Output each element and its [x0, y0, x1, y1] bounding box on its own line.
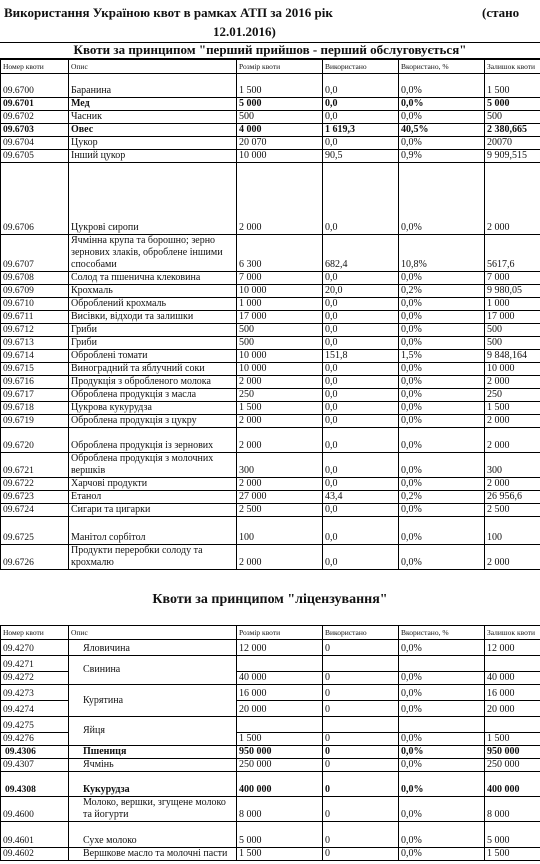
cell-rem: 1 500: [485, 74, 540, 98]
cell-code: 09.6714: [1, 350, 69, 363]
cell-size: 2 000: [237, 428, 323, 453]
cell-used: 0: [323, 640, 399, 656]
table-row: [1, 324, 540, 337]
cell-desc: Інший цукор: [69, 150, 237, 163]
cell-pct: 0,0%: [399, 746, 485, 759]
cell-size: 1 500: [237, 848, 323, 861]
cell-desc: Гриби: [69, 337, 237, 350]
cell-rem: [485, 717, 540, 733]
cell-desc: Баранина: [69, 74, 237, 98]
cell-desc: Гриби: [69, 324, 237, 337]
cell-used: 1 619,3: [323, 124, 399, 137]
cell-pct: 0,0%: [399, 759, 485, 772]
table-row: [1, 822, 540, 848]
cell-desc: Цукрові сиропи: [69, 163, 237, 235]
cell-rem: 9 909,515: [485, 150, 540, 163]
cell-size: 250 000: [237, 759, 323, 772]
cell-desc: Оброблений крохмаль: [69, 298, 237, 311]
cell-code: 09.4600: [1, 797, 69, 822]
column-header: Номер квоти: [1, 60, 69, 74]
cell-rem: [485, 656, 540, 672]
cell-code: 09.4602: [1, 848, 69, 861]
cell-code: 09.4270: [1, 640, 69, 656]
cell-code: 09.6700: [1, 74, 69, 98]
cell-desc: Молоко, вершки, згущене молоко та йогурти: [69, 797, 237, 822]
cell-size: 500: [237, 337, 323, 350]
cell-code: 09.6703: [1, 124, 69, 137]
cell-rem: 500: [485, 324, 540, 337]
cell-code: 09.4306: [1, 746, 69, 759]
table-row: [1, 272, 540, 285]
cell-used: 0,0: [323, 74, 399, 98]
cell-rem: 500: [485, 337, 540, 350]
cell-pct: 0,0%: [399, 324, 485, 337]
table-header-row: [1, 60, 540, 74]
cell-code: 09.6720: [1, 428, 69, 453]
cell-code: 09.6701: [1, 98, 69, 111]
cell-used: 0: [323, 797, 399, 822]
cell-desc: Оброблена продукція з цукру: [69, 415, 237, 428]
table-row: [1, 545, 540, 570]
cell-pct: 0,0%: [399, 428, 485, 453]
cell-rem: 100: [485, 517, 540, 545]
cell-rem: 300: [485, 453, 540, 478]
cell-size: 1 500: [237, 402, 323, 415]
cell-rem: 16 000: [485, 685, 540, 701]
cell-pct: [399, 656, 485, 672]
column-header: Використано: [323, 60, 399, 74]
cell-used: 0,0: [323, 337, 399, 350]
cell-size: 300: [237, 453, 323, 478]
cell-used: 0,0: [323, 517, 399, 545]
cell-desc: Вершкове масло та молочні пасти: [69, 848, 237, 861]
cell-size: 10 000: [237, 363, 323, 376]
cell-used: 0,0: [323, 478, 399, 491]
cell-desc: Мед: [69, 98, 237, 111]
cell-used: 0: [323, 701, 399, 717]
table-row: [1, 337, 540, 350]
cell-used: 0: [323, 733, 399, 746]
table-row: [1, 685, 540, 701]
cell-desc: Пшениця: [69, 746, 237, 759]
cell-rem: 17 000: [485, 311, 540, 324]
cell-size: 2 500: [237, 504, 323, 517]
cell-desc: Оброблені томати: [69, 350, 237, 363]
cell-rem: 400 000: [485, 772, 540, 797]
cell-desc: Яловичина: [69, 640, 237, 656]
cell-pct: 0,0%: [399, 389, 485, 402]
cell-used: 0,0: [323, 376, 399, 389]
column-header: Опис: [69, 60, 237, 74]
cell-pct: 0,9%: [399, 150, 485, 163]
cell-pct: 0,0%: [399, 74, 485, 98]
cell-used: 682,4: [323, 235, 399, 272]
section-heading-licensing: Квоти за принципом "ліцензування": [152, 592, 388, 607]
section-heading-fcfs: Квоти за принципом "перший прийшов - перший обслуговується": [0, 42, 540, 59]
cell-size: 400 000: [237, 772, 323, 797]
cell-code: 09.6723: [1, 491, 69, 504]
cell-desc: Кукурудза: [69, 772, 237, 797]
cell-size: 4 000: [237, 124, 323, 137]
cell-desc: Сухе молоко: [69, 822, 237, 848]
cell-used: 0: [323, 672, 399, 685]
cell-pct: 0,0%: [399, 545, 485, 570]
table-row: [1, 717, 540, 733]
cell-desc: Продукти переробки солоду та крохмалю: [69, 545, 237, 570]
table-row: [1, 363, 540, 376]
cell-size: 20 070: [237, 137, 323, 150]
cell-rem: 2 500: [485, 504, 540, 517]
cell-used: 0,0: [323, 324, 399, 337]
table-row: [1, 415, 540, 428]
document-date: 12.01.2016): [213, 24, 276, 39]
cell-used: 0,0: [323, 298, 399, 311]
cell-pct: 0,2%: [399, 491, 485, 504]
cell-rem: 2 000: [485, 415, 540, 428]
cell-size: 8 000: [237, 797, 323, 822]
column-header: Залишок квоти: [485, 60, 540, 74]
table-row: [1, 298, 540, 311]
cell-rem: 1 000: [485, 298, 540, 311]
cell-code: 09.4273: [1, 685, 69, 701]
cell-pct: 0,0%: [399, 640, 485, 656]
cell-used: 0,0: [323, 453, 399, 478]
cell-code: 09.6718: [1, 402, 69, 415]
table-row: [1, 389, 540, 402]
column-header: Розмір квоти: [237, 626, 323, 640]
cell-desc: Цукор: [69, 137, 237, 150]
cell-code: 09.4274: [1, 701, 69, 717]
table-row: [1, 656, 540, 672]
cell-pct: 0,0%: [399, 822, 485, 848]
table-row: [1, 491, 540, 504]
cell-rem: 40 000: [485, 672, 540, 685]
cell-code: 09.6721: [1, 453, 69, 478]
table-row: [1, 402, 540, 415]
cell-size: 40 000: [237, 672, 323, 685]
cell-desc: Солод та пшенична клековина: [69, 272, 237, 285]
column-header: Вкористано, %: [399, 60, 485, 74]
cell-rem: 2 000: [485, 478, 540, 491]
cell-desc: Цукрова кукурудза: [69, 402, 237, 415]
cell-size: 2 000: [237, 415, 323, 428]
cell-used: 0,0: [323, 137, 399, 150]
column-header: Використано: [323, 626, 399, 640]
cell-code: 09.4308: [1, 772, 69, 797]
cell-pct: 40,5%: [399, 124, 485, 137]
cell-pct: 0,0%: [399, 311, 485, 324]
column-header: Розмір квоти: [237, 60, 323, 74]
cell-size: 2 000: [237, 163, 323, 235]
cell-rem: 5617,6: [485, 235, 540, 272]
cell-pct: 0,0%: [399, 478, 485, 491]
cell-size: 16 000: [237, 685, 323, 701]
cell-code: 09.6722: [1, 478, 69, 491]
cell-size: 27 000: [237, 491, 323, 504]
cell-desc: Крохмаль: [69, 285, 237, 298]
cell-used: 0,0: [323, 389, 399, 402]
cell-desc: Свинина: [69, 656, 237, 685]
cell-rem: 20070: [485, 137, 540, 150]
cell-code: 09.4271: [1, 656, 69, 672]
cell-code: 09.6715: [1, 363, 69, 376]
column-header: Номер квоти: [1, 626, 69, 640]
cell-used: 0,0: [323, 415, 399, 428]
cell-size: 2 000: [237, 478, 323, 491]
cell-pct: 0,0%: [399, 111, 485, 124]
cell-code: 09.6704: [1, 137, 69, 150]
cell-rem: 2 000: [485, 545, 540, 570]
cell-used: 151,8: [323, 350, 399, 363]
cell-used: 20,0: [323, 285, 399, 298]
cell-rem: 5 000: [485, 822, 540, 848]
cell-used: 0,0: [323, 163, 399, 235]
cell-code: 09.6711: [1, 311, 69, 324]
cell-rem: 950 000: [485, 746, 540, 759]
cell-size: 950 000: [237, 746, 323, 759]
cell-pct: 0,0%: [399, 272, 485, 285]
document-title: Використання Україною квот в рамках АТП за 2016 рік: [4, 5, 333, 20]
cell-desc: Виноградний та яблучний соки: [69, 363, 237, 376]
table-row: [1, 376, 540, 389]
cell-desc: Сигари та цигарки: [69, 504, 237, 517]
table-row: [1, 759, 540, 772]
table-row: [1, 111, 540, 124]
cell-rem: 26 956,6: [485, 491, 540, 504]
cell-code: 09.6705: [1, 150, 69, 163]
table-row: [1, 137, 540, 150]
cell-size: 10 000: [237, 285, 323, 298]
table-row: [1, 98, 540, 111]
cell-size: 500: [237, 111, 323, 124]
cell-code: 09.6719: [1, 415, 69, 428]
cell-size: 2 000: [237, 545, 323, 570]
cell-code: 09.6708: [1, 272, 69, 285]
cell-pct: 0,0%: [399, 337, 485, 350]
cell-used: 0: [323, 848, 399, 861]
cell-pct: 0,0%: [399, 137, 485, 150]
cell-pct: 0,0%: [399, 298, 485, 311]
table-row: [1, 746, 540, 759]
cell-size: 10 000: [237, 150, 323, 163]
cell-desc: Овес: [69, 124, 237, 137]
table-row: [1, 428, 540, 453]
cell-size: 20 000: [237, 701, 323, 717]
column-header: Вкористано, %: [399, 626, 485, 640]
cell-size: 17 000: [237, 311, 323, 324]
document-status: (стано: [482, 5, 520, 20]
cell-desc: Ячмінь: [69, 759, 237, 772]
cell-used: 0: [323, 772, 399, 797]
table-row: [1, 74, 540, 98]
cell-used: 0: [323, 746, 399, 759]
quota-table-fcfs: [0, 59, 540, 570]
cell-desc: Манітол сорбітол: [69, 517, 237, 545]
cell-rem: 20 000: [485, 701, 540, 717]
cell-size: 1 500: [237, 74, 323, 98]
cell-used: 0,0: [323, 428, 399, 453]
cell-code: 09.6713: [1, 337, 69, 350]
cell-code: 09.6706: [1, 163, 69, 235]
table-row: [1, 848, 540, 861]
cell-used: 0,0: [323, 311, 399, 324]
cell-pct: 0,0%: [399, 733, 485, 746]
cell-desc: Яйця: [69, 717, 237, 746]
cell-pct: 1,5%: [399, 350, 485, 363]
cell-desc: Курятина: [69, 685, 237, 717]
cell-desc: Оброблена продукція з молочних вершків: [69, 453, 237, 478]
cell-size: 250: [237, 389, 323, 402]
cell-used: 90,5: [323, 150, 399, 163]
cell-rem: 1 500: [485, 848, 540, 861]
cell-used: 43,4: [323, 491, 399, 504]
cell-pct: 10,8%: [399, 235, 485, 272]
quota-table-licensing: [0, 625, 540, 861]
cell-rem: 8 000: [485, 797, 540, 822]
table-row: [1, 640, 540, 656]
cell-size: 1 500: [237, 733, 323, 746]
cell-pct: 0,0%: [399, 415, 485, 428]
cell-size: 7 000: [237, 272, 323, 285]
cell-rem: 10 000: [485, 363, 540, 376]
cell-used: 0: [323, 822, 399, 848]
cell-used: 0: [323, 759, 399, 772]
cell-pct: 0,0%: [399, 685, 485, 701]
cell-used: 0,0: [323, 545, 399, 570]
cell-rem: 5 000: [485, 98, 540, 111]
table-row: [1, 150, 540, 163]
cell-size: 2 000: [237, 376, 323, 389]
table-row: [1, 163, 540, 235]
cell-used: 0: [323, 685, 399, 701]
cell-size: [237, 656, 323, 672]
cell-code: 09.4272: [1, 672, 69, 685]
cell-used: 0,0: [323, 504, 399, 517]
cell-code: 09.4275: [1, 717, 69, 733]
cell-pct: 0,0%: [399, 163, 485, 235]
cell-code: 09.6702: [1, 111, 69, 124]
cell-size: 10 000: [237, 350, 323, 363]
table-row: [1, 285, 540, 298]
table-row: [1, 124, 540, 137]
cell-size: 1 000: [237, 298, 323, 311]
cell-rem: 2 000: [485, 163, 540, 235]
cell-code: 09.4307: [1, 759, 69, 772]
cell-pct: 0,0%: [399, 363, 485, 376]
table-header-row: [1, 626, 540, 640]
cell-desc: Ячмінна крупа та борошно; зерно зернових злаків, оброблене іншими способами: [69, 235, 237, 272]
cell-pct: 0,0%: [399, 504, 485, 517]
cell-rem: 7 000: [485, 272, 540, 285]
cell-rem: 1 500: [485, 402, 540, 415]
cell-pct: [399, 717, 485, 733]
cell-size: 6 300: [237, 235, 323, 272]
cell-desc: Продукція з обробленого молока: [69, 376, 237, 389]
cell-used: 0,0: [323, 98, 399, 111]
cell-size: 500: [237, 324, 323, 337]
cell-used: [323, 656, 399, 672]
cell-rem: 1 500: [485, 733, 540, 746]
cell-pct: 0,0%: [399, 402, 485, 415]
table-row: [1, 517, 540, 545]
cell-code: 09.6717: [1, 389, 69, 402]
table-row: [1, 350, 540, 363]
cell-code: 09.6710: [1, 298, 69, 311]
cell-pct: 0,0%: [399, 701, 485, 717]
cell-code: 09.6709: [1, 285, 69, 298]
cell-code: 09.6712: [1, 324, 69, 337]
document-title-block: [0, 0, 540, 43]
cell-pct: 0,0%: [399, 453, 485, 478]
table-row: [1, 504, 540, 517]
cell-pct: 0,0%: [399, 517, 485, 545]
table-row: [1, 235, 540, 272]
cell-rem: 2 000: [485, 428, 540, 453]
cell-rem: 9 980,05: [485, 285, 540, 298]
cell-code: 09.6724: [1, 504, 69, 517]
cell-size: 100: [237, 517, 323, 545]
cell-desc: Оброблена продукція із зернових: [69, 428, 237, 453]
table-row: [1, 453, 540, 478]
column-header: Опис: [69, 626, 237, 640]
cell-pct: 0,0%: [399, 772, 485, 797]
table-row: [1, 772, 540, 797]
cell-rem: 2 380,665: [485, 124, 540, 137]
cell-rem: 500: [485, 111, 540, 124]
cell-desc: Етанол: [69, 491, 237, 504]
table-row: [1, 311, 540, 324]
cell-rem: 250: [485, 389, 540, 402]
cell-used: [323, 717, 399, 733]
cell-desc: Часник: [69, 111, 237, 124]
cell-pct: 0,0%: [399, 797, 485, 822]
cell-pct: 0,0%: [399, 98, 485, 111]
cell-code: 09.6726: [1, 545, 69, 570]
cell-size: 5 000: [237, 822, 323, 848]
cell-used: 0,0: [323, 363, 399, 376]
column-header: Залишок квоти: [485, 626, 540, 640]
cell-pct: 0,0%: [399, 848, 485, 861]
cell-code: 09.6716: [1, 376, 69, 389]
cell-used: 0,0: [323, 272, 399, 285]
cell-desc: Оброблена продукція з масла: [69, 389, 237, 402]
cell-used: 0,0: [323, 402, 399, 415]
cell-code: 09.6707: [1, 235, 69, 272]
table-row: [1, 797, 540, 822]
table-row: [1, 478, 540, 491]
cell-desc: Харчові продукти: [69, 478, 237, 491]
cell-rem: 2 000: [485, 376, 540, 389]
cell-size: [237, 717, 323, 733]
cell-size: 12 000: [237, 640, 323, 656]
cell-used: 0,0: [323, 111, 399, 124]
cell-rem: 250 000: [485, 759, 540, 772]
cell-desc: Висівки, відходи та залишки: [69, 311, 237, 324]
cell-pct: 0,0%: [399, 672, 485, 685]
cell-pct: 0,0%: [399, 376, 485, 389]
cell-code: 09.4276: [1, 733, 69, 746]
cell-size: 5 000: [237, 98, 323, 111]
cell-rem: 9 848,164: [485, 350, 540, 363]
cell-rem: 12 000: [485, 640, 540, 656]
cell-pct: 0,2%: [399, 285, 485, 298]
cell-code: 09.4601: [1, 822, 69, 848]
cell-code: 09.6725: [1, 517, 69, 545]
